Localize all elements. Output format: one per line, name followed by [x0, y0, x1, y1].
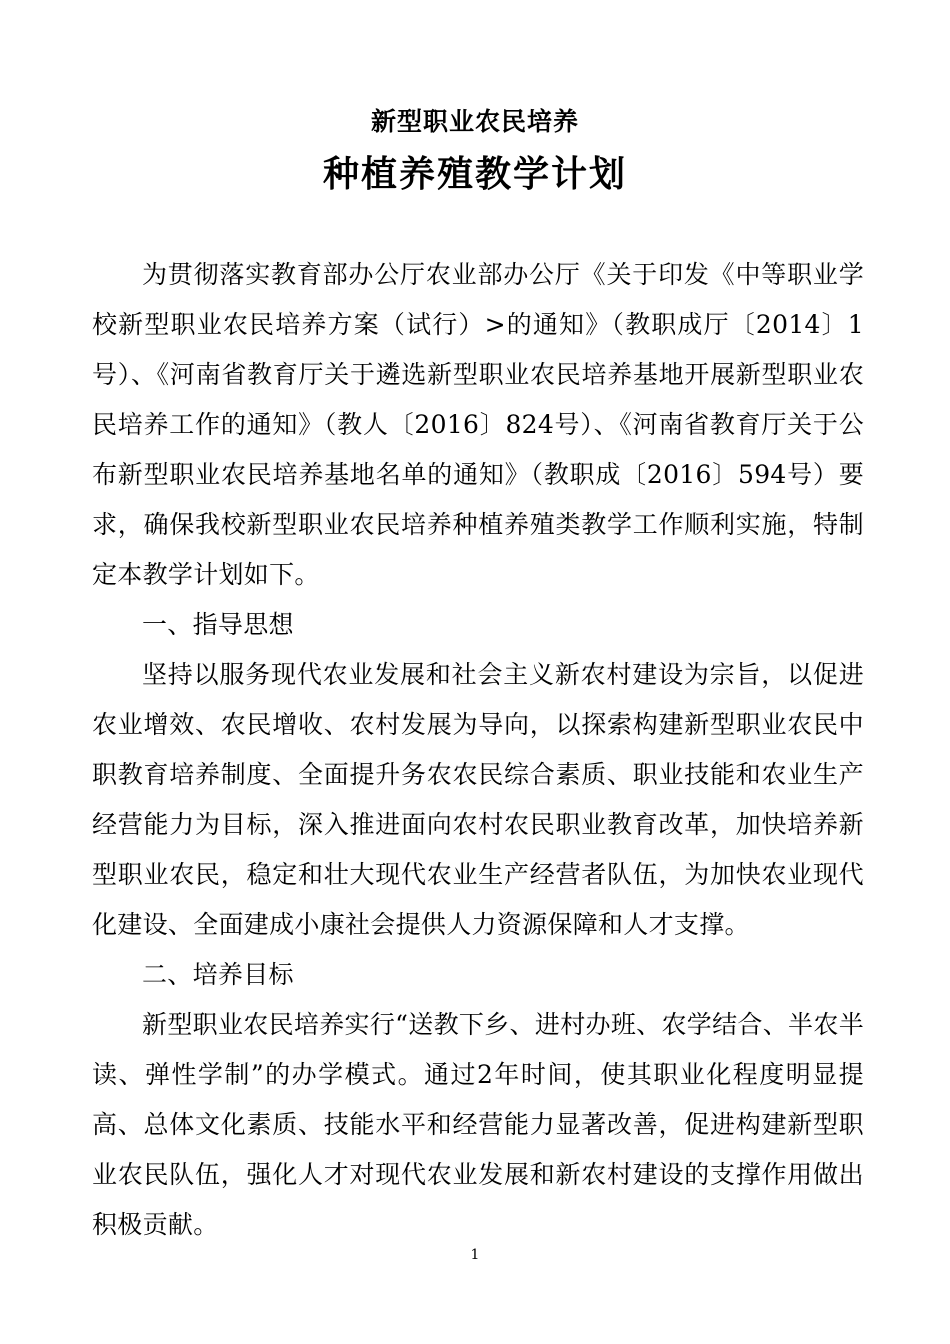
document-body [92, 250, 864, 1250]
page-number: 1 [470, 1247, 480, 1263]
document-subtitle: 新型职业农民培养 [370, 107, 579, 136]
paragraph-training-goals: 新型职业农民培养实行“送教下乡、进村办班、农学结合、半农半读、弹性学制”的办学模式。通过2年时间，使其职业化程度明显提高、总体文化素质、技能水平和经营能力显著改善，促进构建新型职业农民队伍，强化人才对现代农业发展和新农村建设的支撑作用做出积极贡献。 [92, 1010, 864, 1239]
section-heading-guiding-ideology: 一、指导思想 [142, 610, 294, 639]
document-title: 种植养殖教学计划 [322, 153, 627, 195]
paragraph-intro: 为贯彻落实教育部办公厅农业部办公厅《关于印发《中等职业学校新型职业农民培养方案（试行）>的通知》（教职成厅〔2014〕1号）、《河南省教育厅关于遴选新型职业农民培养基地开展新型职业农民培养工作的通知》（教人〔2016〕824号）、《河南省教育厅关于公布新型职业农民培养基地名单的通知》（教职成〔2016〕594号）要求，确保我校新型职业农民培养种植养殖类教学工作顺利实施，特制定本教学计划如下。 [92, 260, 864, 589]
section-heading-training-goals: 二、培养目标 [142, 960, 294, 989]
paragraph-guiding-ideology: 坚持以服务现代农业发展和社会主义新农村建设为宗旨，以促进农业增效、农民增收、农村发展为导向，以探索构建新型职业农民中职教育培养制度、全面提升务农农民综合素质、职业技能和农业生产经营能力为目标，深入推进面向农村农民职业教育改革，加快培养新型职业农民，稳定和壮大现代农业生产经营者队伍，为加快农业现代化建设、全面建成小康社会提供人力资源保障和人才支撑。 [92, 660, 864, 939]
